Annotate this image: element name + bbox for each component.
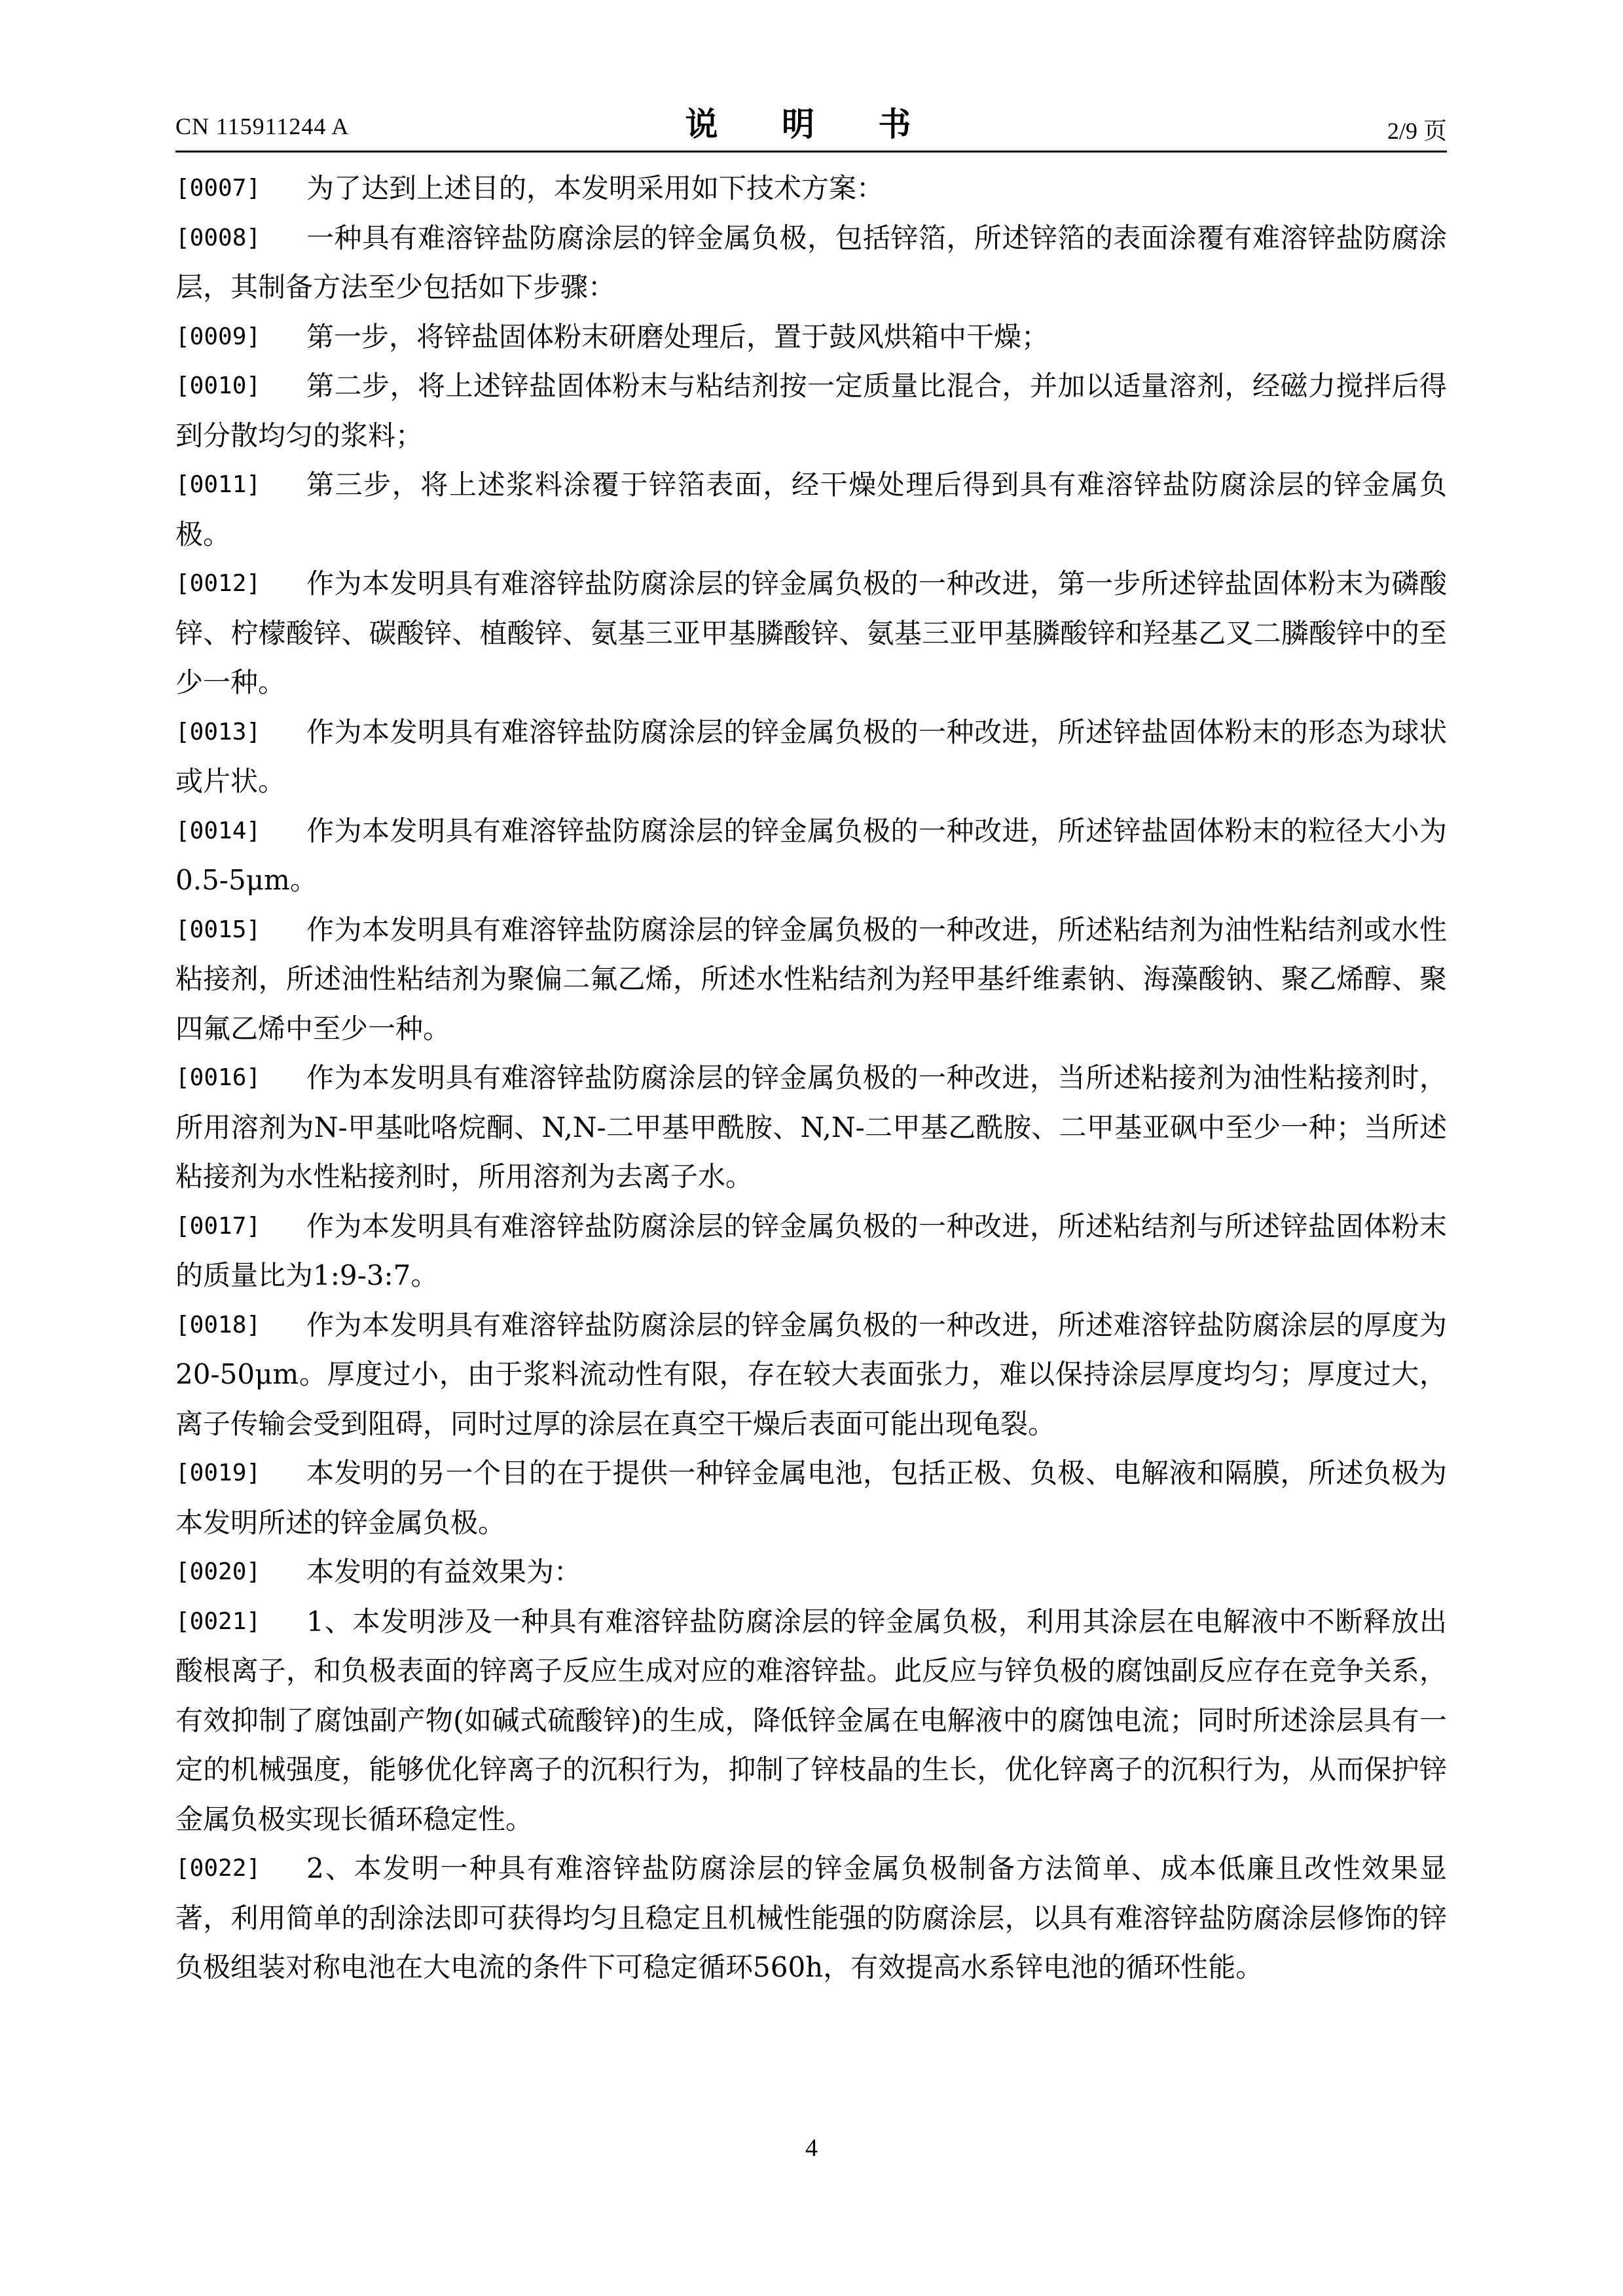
paragraph-number: [0020] [175,1558,261,1585]
page-header [175,98,1447,144]
paragraph [175,1547,1447,1597]
paragraph-text: 作为本发明具有难溶锌盐防腐涂层的锌金属负极的一种改进，当所述粘接剂为油性粘接剂时，所用溶剂为N-甲基吡咯烷酮、N,N-二甲基甲酰胺、N,N-二甲基乙酰胺、二甲基亚砜中至少一种；当所述粘接剂为水性粘接剂时，所用溶剂为去离子水。 [175,1062,1447,1193]
paragraph-text: 作为本发明具有难溶锌盐防腐涂层的锌金属负极的一种改进，第一步所述锌盐固体粉末为磷酸锌、柠檬酸锌、碳酸锌、植酸锌、氨基三亚甲基膦酸锌、氨基三亚甲基膦酸锌和羟基乙叉二膦酸锌中的至少一种。 [175,567,1447,698]
paragraph [175,806,1447,905]
paragraph [175,1300,1447,1449]
paragraph-text: 作为本发明具有难溶锌盐防腐涂层的锌金属负极的一种改进，所述粘结剂与所述锌盐固体粉末的质量比为1:9-3:7。 [175,1210,1447,1291]
page-indicator: 2/9 页 [1387,118,1447,144]
paragraph-number: [0011] [175,471,261,498]
paragraph [175,708,1447,806]
header-rule [175,151,1447,152]
paragraph [175,213,1447,312]
paragraph [175,1448,1447,1547]
paragraph-number: [0007] [175,175,261,202]
paragraph-text: 第一步，将锌盐固体粉末研磨处理后，置于鼓风烘箱中干燥； [306,320,1049,353]
paragraph-number: [0012] [175,570,261,597]
description-body [175,164,1447,1992]
paragraph [175,460,1447,559]
paragraph-number: [0014] [175,817,261,844]
paragraph-number: [0009] [175,323,261,350]
paragraph-number: [0008] [175,224,261,251]
paragraph [175,164,1447,213]
paragraph-text: 2、本发明一种具有难溶锌盐防腐涂层的锌金属负极制备方法简单、成本低廉且改性效果显著，利用简单的刮涂法即可获得均匀且稳定且机械性能强的防腐涂层，以具有难溶锌盐防腐涂层修饰的锌负极组装对称电池在大电流的条件下可稳定循环560h，有效提高水系锌电池的循环性能。 [175,1852,1447,1983]
paragraph [175,1844,1447,1992]
paragraph-text: 第三步，将上述浆料涂覆于锌箔表面，经干燥处理后得到具有难溶锌盐防腐涂层的锌金属负极。 [175,469,1447,550]
paragraph-text: 为了达到上述目的，本发明采用如下技术方案： [306,172,884,204]
paragraph-number: [0010] [175,372,261,399]
paragraph-number: [0017] [175,1212,261,1240]
paragraph-text: 作为本发明具有难溶锌盐防腐涂层的锌金属负极的一种改进，所述锌盐固体粉末的粒径大小为0.5-5μm。 [175,814,1447,896]
paragraph-text: 作为本发明具有难溶锌盐防腐涂层的锌金属负极的一种改进，所述难溶锌盐防腐涂层的厚度为20-50μm。厚度过小，由于浆料流动性有限，存在较大表面张力，难以保持涂层厚度均匀；厚度过大，离子传输会受到阻碍，同时过厚的涂层在真空干燥后表面可能出现龟裂。 [175,1308,1447,1440]
paragraph-number: [0018] [175,1311,261,1338]
paragraph [175,559,1447,708]
paragraph-number: [0022] [175,1855,261,1882]
paragraph [175,1202,1447,1300]
paragraph-number: [0015] [175,916,261,943]
page-number: 4 [805,2134,818,2162]
paragraph-number: [0013] [175,718,261,745]
paragraph [175,1053,1447,1202]
paragraph-text: 一种具有难溶锌盐防腐涂层的锌金属负极，包括锌箔，所述锌箔的表面涂覆有难溶锌盐防腐涂层，其制备方法至少包括如下步骤： [175,221,1447,303]
paragraph [175,905,1447,1054]
paragraph-number: [0021] [175,1607,261,1635]
paragraph-text: 本发明的有益效果为： [306,1556,582,1588]
paragraph [175,1597,1447,1844]
paragraph-text: 作为本发明具有难溶锌盐防腐涂层的锌金属负极的一种改进，所述粘结剂为油性粘结剂或水性粘接剂，所述油性粘结剂为聚偏二氟乙烯，所述水性粘结剂为羟甲基纤维素钠、海藻酸钠、聚乙烯醇、聚四氟乙烯中至少一种。 [175,913,1447,1045]
paragraph-number: [0019] [175,1460,261,1486]
paragraph [175,361,1447,460]
document-title: 说 明 书 [685,105,938,143]
publication-number: CN 115911244 A [175,113,350,139]
paragraph-text: 第二步，将上述锌盐固体粉末与粘结剂按一定质量比混合，并加以适量溶剂，经磁力搅拌后得到分散均匀的浆料； [175,370,1447,452]
paragraph [175,312,1447,362]
paragraph-number: [0016] [175,1064,261,1091]
paragraph-text: 1、本发明涉及一种具有难溶锌盐防腐涂层的锌金属负极，利用其涂层在电解液中不断释放出酸根离子，和负极表面的锌离子反应生成对应的难溶锌盐。此反应与锌负极的腐蚀副反应存在竞争关系，有效抑制了腐蚀副产物(如碱式硫酸锌)的生成，降低锌金属在电解液中的腐蚀电流；同时所述涂层具有一定的机械强度，能够优化锌离子的沉积行为，抑制了锌枝晶的生长，优化锌离子的沉积行为，从而保护锌金属负极实现长循环稳定性。 [175,1605,1447,1835]
paragraph-text: 作为本发明具有难溶锌盐防腐涂层的锌金属负极的一种改进，所述锌盐固体粉末的形态为球状或片状。 [175,715,1447,797]
paragraph-text: 本发明的另一个目的在于提供一种锌金属电池，包括正极、负极、电解液和隔膜，所述负极为本发明所述的锌金属负极。 [175,1457,1447,1539]
